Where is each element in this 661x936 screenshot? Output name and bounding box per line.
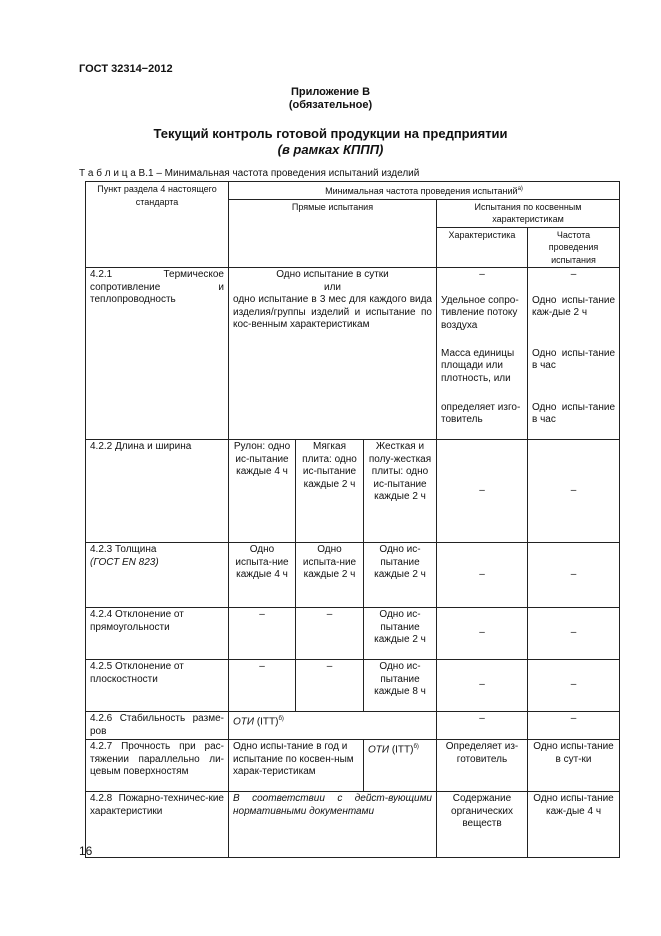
row-squareness-dash: – <box>437 608 528 660</box>
frequency-table <box>85 181 620 858</box>
row-flatness-dash: – <box>296 660 364 712</box>
header-indirect-tests: Испытания по косвенным характеристикам <box>437 199 620 227</box>
row-fire-direct: В соответствии с дейст-вующими нормативными документами <box>229 792 437 858</box>
row-thickness-dash: – <box>528 543 620 608</box>
header-section: Пункт раздела 4 настоящего стандарта <box>86 182 229 268</box>
table-header-row <box>86 182 620 200</box>
header-min-frequency: Минимальная частота проведения испытаний$^{а)}$ <box>229 182 620 200</box>
row-thermal-frequency: – Одно испы-тание каж-дые 2 ч Одно испы-тание в час Одно испы-тание в час <box>528 268 620 440</box>
row-flatness-item: 4.2.5 Отклонение от плоскостности <box>86 660 229 712</box>
appendix-title: Приложение В <box>290 86 371 98</box>
table-caption: Т а б л и ц а В.1 – Минимальная частота проведения испытаний изделий <box>79 168 420 179</box>
page-number: 16 <box>79 844 93 858</box>
row-fire-item: 4.2.8 Пожарно-техничес-кие характеристики <box>86 792 229 858</box>
table-row <box>86 660 620 712</box>
row-tensile-frequency: Одно испы-тание в сут-ки <box>528 740 620 792</box>
row-length-soft: Мягкая плита: одно ис-пытание каждые 2 ч <box>296 440 364 543</box>
page-subtitle: (в рамках КППП) <box>277 142 384 157</box>
document-header: ГОСТ 32314−2012 <box>79 63 173 75</box>
table-row <box>86 608 620 660</box>
row-tensile-rigid: ОТИ (ITT)$^{б)}$ <box>364 740 437 792</box>
row-flatness-dash: – <box>229 660 296 712</box>
row-length-dash: – <box>528 440 620 543</box>
row-thickness-b: Одно испыта-ние каждые 2 ч <box>296 543 364 608</box>
row-stability-direct: ОТИ (ITT)$^{б)}$ <box>229 712 437 740</box>
row-length-rigid: Жесткая и полу-жесткая плиты: одно ис-пытание каждые 2 ч <box>364 440 437 543</box>
row-squareness-dash: – <box>528 608 620 660</box>
row-thermal-direct: Одно испытание в сутки или одно испытание в 3 мес для каждого вида изделия/группы изделий и испытание по кос-венным характеристикам <box>229 268 437 440</box>
row-length-item: 4.2.2 Длина и ширина <box>86 440 229 543</box>
row-thickness-dash: – <box>437 543 528 608</box>
header-characteristic: Характеристика <box>437 227 528 268</box>
table-row <box>86 268 620 440</box>
row-stability-item: 4.2.6 Стабильность разме-ров <box>86 712 229 740</box>
footnote-a-mark: а) <box>517 186 523 192</box>
row-squareness-item: 4.2.4 Отклонение от прямоугольности <box>86 608 229 660</box>
row-length-dash: – <box>437 440 528 543</box>
row-fire-frequency: Одно испы-тание каж-дые 4 ч <box>528 792 620 858</box>
row-flatness-dash: – <box>528 660 620 712</box>
page-title: Текущий контроль готовой продукции на предприятии <box>153 126 508 141</box>
row-squareness-c: Одно ис-пытание каждые 2 ч <box>364 608 437 660</box>
header-frequency: Частота проведения испытания <box>528 227 620 268</box>
row-squareness-dash: – <box>229 608 296 660</box>
row-tensile-characteristic: Определяет из-готовитель <box>437 740 528 792</box>
table-row <box>86 712 620 740</box>
row-thermal-item: 4.2.1 Термическое сопротивление и теплопроводность <box>86 268 229 440</box>
row-fire-characteristic: Содержание органических веществ <box>437 792 528 858</box>
row-flatness-c: Одно ис-пытание каждые 8 ч <box>364 660 437 712</box>
appendix-status: (обязательное) <box>288 99 373 111</box>
footnote-b-mark: б) <box>413 744 419 750</box>
header-direct-tests: Прямые испытания <box>229 199 437 268</box>
row-thermal-characteristic: – Удельное сопро-тивление потоку воздуха Масса единицы площади или плотность, или определяет изго-товитель <box>437 268 528 440</box>
footnote-b-mark: б) <box>278 716 284 722</box>
row-thickness-c: Одно ис-пытание каждые 2 ч <box>364 543 437 608</box>
table-row <box>86 792 620 858</box>
row-tensile-direct: Одно испы-тание в год и испытание по косвен-ным харак-теристикам <box>229 740 364 792</box>
row-squareness-dash: – <box>296 608 364 660</box>
row-tensile-item: 4.2.7 Прочность при рас-тяжении параллельно ли-цевым поверхностям <box>86 740 229 792</box>
row-thickness-item: 4.2.3 Толщина (ГОСТ EN 823) <box>86 543 229 608</box>
row-flatness-dash: – <box>437 660 528 712</box>
row-stability-dash: – <box>528 712 620 740</box>
row-thickness-a: Одно испыта-ние каждые 4 ч <box>229 543 296 608</box>
row-stability-dash: – <box>437 712 528 740</box>
table-row <box>86 543 620 608</box>
row-length-roll: Рулон: одно ис-пытание каждые 4 ч <box>229 440 296 543</box>
table-row <box>86 440 620 543</box>
table-row <box>86 740 620 792</box>
